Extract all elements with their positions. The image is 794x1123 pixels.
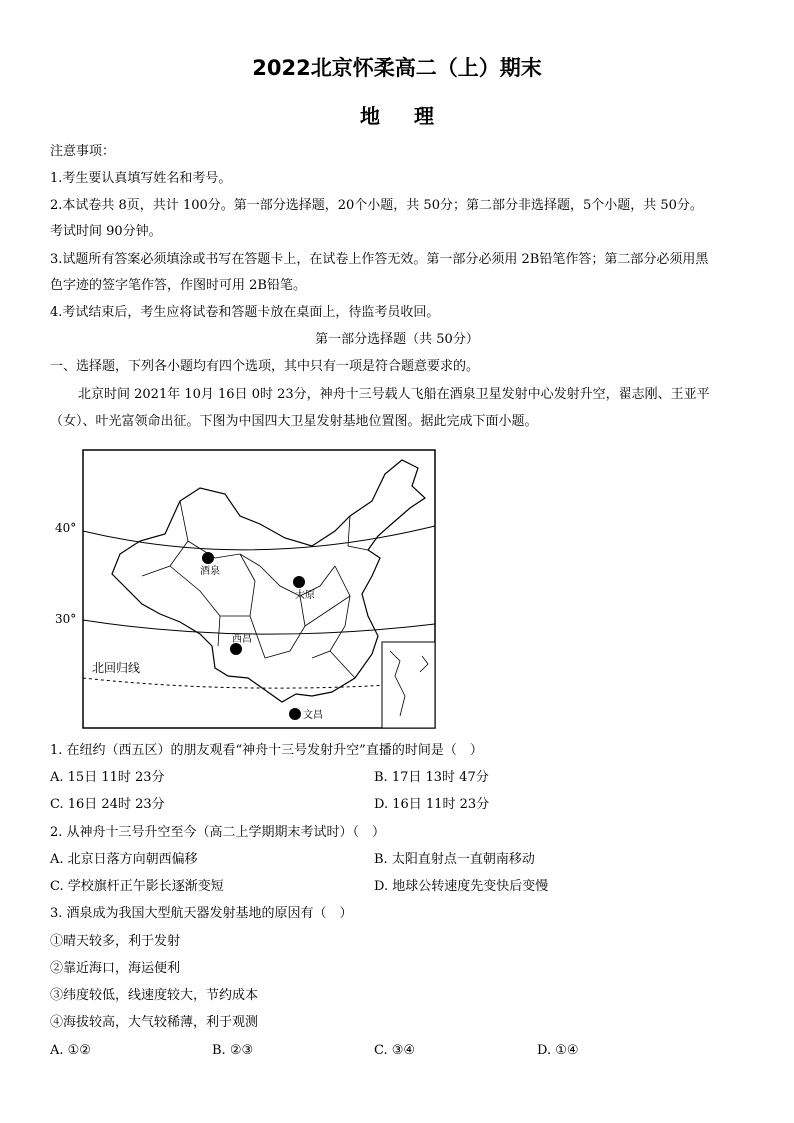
latitude-40-line — [83, 526, 435, 550]
jiuquan-marker — [202, 552, 214, 564]
question-stem: 3. 酒泉成为我国大型航天器发射基地的原因有（ ） — [50, 906, 353, 921]
option-b[interactable]: B. ②③ — [212, 1043, 254, 1058]
option-d[interactable]: D. ①④ — [537, 1043, 579, 1058]
lat-30-label: 30° — [55, 612, 77, 626]
option-c[interactable]: C. 16日 24时 23分 — [50, 797, 165, 812]
notice-item: 考试时间 90分钟。 — [50, 224, 162, 239]
latitude-30-line — [83, 620, 435, 634]
exam-title: 2022北京怀柔高二（上）期末 — [252, 56, 542, 80]
option-d[interactable]: D. 地球公转速度先变快后变慢 — [374, 879, 549, 894]
option-c[interactable]: C. ③④ — [374, 1043, 416, 1058]
launch-sites-map — [50, 446, 450, 736]
notice-item: 3.试题所有答案必须填涂或书写在答题卡上，在试卷上作答无效。第一部分必须用 2B铅笔作答；第二部分必须用黑 — [50, 252, 709, 267]
passage-line: （女）、叶光富领命出征。下图为中国四大卫星发射基地位置图。据此完成下面小题。 — [50, 414, 538, 429]
notice-item: 2.本试卷共 8页，共计 100分。第一部分选择题，20个小题，共 50分；第二部分非选择题，5个小题，共 50分。 — [50, 198, 703, 213]
province-lines — [142, 501, 368, 678]
section-instruction: 一、选择题，下列各小题均有四个选项，其中只有一项是符合题意要求的。 — [50, 359, 480, 374]
tropic-label: 北回归线 — [92, 661, 141, 675]
notice-heading: 注意事项： — [50, 144, 116, 159]
statement: ④海拔较高，大气较稀薄，利于观测 — [50, 1015, 259, 1030]
china-outline — [112, 460, 425, 702]
notice-item: 色字迹的签字笔作答，作图时可用 2B铅笔。 — [50, 278, 306, 293]
statement: ③纬度较低，线速度较大，节约成本 — [50, 988, 259, 1003]
option-b[interactable]: B. 太阳直射点一直朝南移动 — [374, 852, 535, 867]
wenchang-label: 文昌 — [303, 710, 323, 721]
taiyuan-label: 太原 — [295, 590, 315, 601]
option-a[interactable]: A. 北京日落方向朝西偏移 — [50, 852, 198, 867]
option-a[interactable]: A. ①② — [50, 1043, 91, 1058]
xichang-label: 西昌 — [232, 634, 252, 645]
option-d[interactable]: D. 16日 11时 23分 — [374, 797, 490, 812]
notice-item: 4.考试结束后，考生应将试卷和答题卡放在桌面上，待监考员收回。 — [50, 305, 440, 320]
notice-item: 1.考生要认真填写姓名和考号。 — [50, 171, 232, 186]
option-a[interactable]: A. 15日 11时 23分 — [50, 770, 165, 785]
question-stem: 2. 从神舟十三号升空至今（高二上学期期末考试时）（ ） — [50, 825, 386, 840]
question-stem: 1. 在纽约（西五区）的朋友观看“神舟十三号发射升空”直播的时间是（ ） — [50, 743, 483, 758]
statement: ①晴天较多，利于发射 — [50, 934, 181, 949]
taiyuan-marker — [293, 576, 305, 588]
exam-subject: 地理 — [360, 104, 468, 128]
jiuquan-label: 酒泉 — [200, 566, 220, 577]
wenchang-marker — [289, 708, 301, 720]
lat-40-label: 40° — [55, 521, 77, 535]
option-c[interactable]: C. 学校旗杆正午影长逐渐变短 — [50, 879, 224, 894]
section-title: 第一部分选择题（共 50分） — [315, 332, 479, 347]
passage-line: 北京时间 2021年 10月 16日 0时 23分，神舟十三号载人飞船在酒泉卫星发射中心发射升空，翟志刚、王亚平 — [78, 387, 710, 402]
inset-box — [382, 642, 435, 728]
option-b[interactable]: B. 17日 13时 47分 — [374, 770, 489, 785]
statement: ②靠近海口，海运便利 — [50, 961, 181, 976]
